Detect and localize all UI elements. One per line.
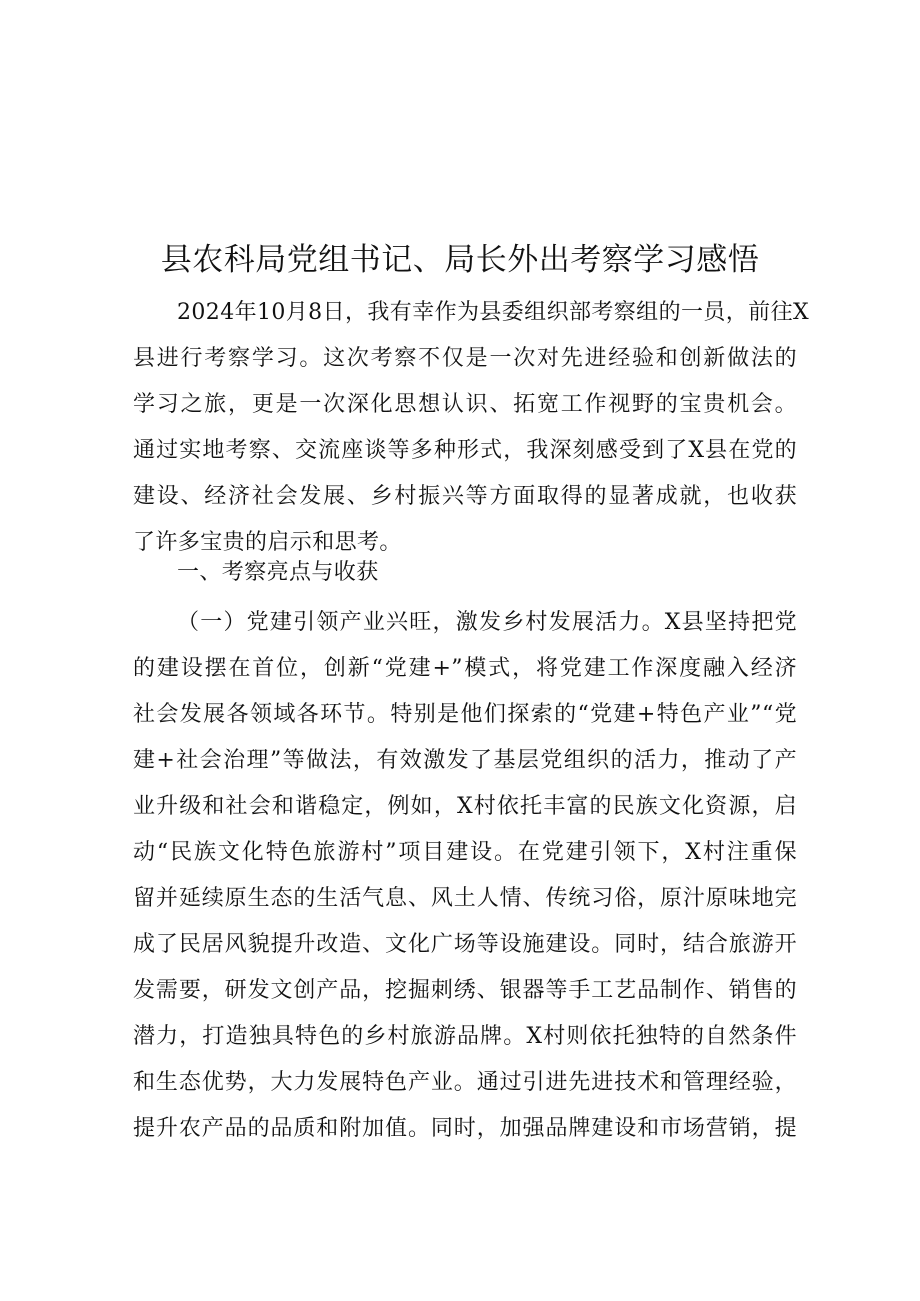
paragraph-line: 的建设摆在首位，创新“党建+”模式，将党建工作深度融入经济 xyxy=(133,656,797,681)
paragraph-line: 了许多宝贵的启示和思考。 xyxy=(133,530,402,555)
paragraph-line: 学习之旅，更是一次深化思想认识、拓宽工作视野的宝贵机会。 xyxy=(133,392,797,417)
paragraph-line: 2024年10月8日，我有幸作为县委组织部考察组的一员，前往X xyxy=(177,300,810,325)
paragraph-line: （一）党建引领产业兴旺，激发乡村发展活力。X县坚持把党 xyxy=(177,610,797,635)
paragraph-line: 县进行考察学习。这次考察不仅是一次对先进经验和创新做法的 xyxy=(133,346,797,371)
paragraph-line: 提升农产品的品质和附加值。同时，加强品牌建设和市场营销，提 xyxy=(133,1116,797,1141)
paragraph-line: 成了民居风貌提升改造、文化广场等设施建设。同时，结合旅游开 xyxy=(133,932,797,957)
paragraph-line: 动“民族文化特色旅游村”项目建设。在党建引领下，X村注重保 xyxy=(133,840,797,865)
section-heading-text: 一、考察亮点与收获 xyxy=(177,560,379,585)
section-heading xyxy=(133,550,797,596)
section-paragraph xyxy=(133,600,797,1152)
paragraph-line: 潜力，打造独具特色的乡村旅游品牌。X村则依托独特的自然条件 xyxy=(133,1024,797,1049)
paragraph-line: 和生态优势，大力发展特色产业。通过引进先进技术和管理经验， xyxy=(133,1070,797,1095)
paragraph-line: 建设、经济社会发展、乡村振兴等方面取得的显著成就，也收获 xyxy=(133,484,797,509)
paragraph-line: 业升级和社会和谐稳定，例如，X村依托丰富的民族文化资源，启 xyxy=(133,794,797,819)
paragraph-line: 建+社会治理”等做法，有效激发了基层党组织的活力，推动了产 xyxy=(133,748,797,773)
paragraph-line: 社会发展各领域各环节。特别是他们探索的“党建+特色产业”“党 xyxy=(133,702,797,727)
paragraph-line: 发需要，研发文创产品，挖掘刺绣、银器等手工艺品制作、销售的 xyxy=(133,978,797,1003)
document-title: 县农科局党组书记、局长外出考察学习感悟 xyxy=(160,242,760,278)
paragraph-line: 留并延续原生态的生活气息、风土人情、传统习俗，原汁原味地完 xyxy=(133,886,797,911)
paragraph-line: 通过实地考察、交流座谈等多种形式，我深刻感受到了X县在党的 xyxy=(133,438,797,463)
intro-paragraph xyxy=(133,290,810,566)
